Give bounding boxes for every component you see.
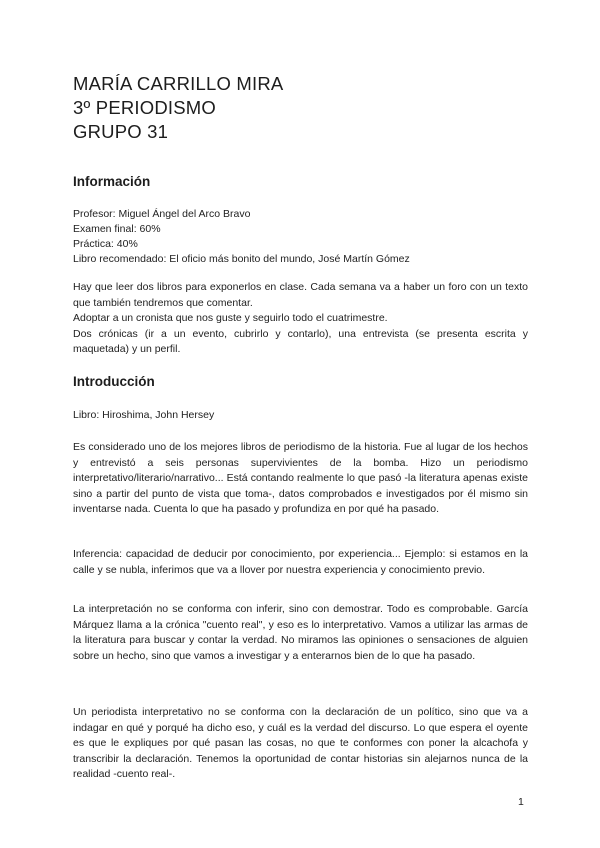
intro-paragraph-hiroshima: Es considerado uno de los mejores libros de periodismo de la historia. Fue al lugar de los hechos y entrevistó a seis personas supervivientes de la bomba. Hizo un periodismo interpretativo/literario/narrativo... Está contando realmente lo que pasó -la literatura apenas existe sino a partir del punto de vista que toma-, datos comprobados e investigados por él mismo sin inventarse nada. Cuenta lo que ha pasado y profundiza en por qué ha pasado.: [73, 441, 528, 515]
intro-book-line: Libro: Hiroshima, John Hersey: [73, 409, 215, 421]
title-block: [73, 72, 528, 144]
info-line-teacher: Profesor: Miguel Ángel del Arco Bravo: [73, 208, 251, 220]
info-paragraphs: [73, 280, 528, 358]
info-line-book: Libro recomendado: El oficio más bonito del mundo, José Martín Gómez: [73, 253, 410, 265]
author-name: MARÍA CARRILLO MIRA: [73, 73, 284, 94]
page-number: 1: [518, 796, 524, 808]
info-paragraph-cronicas: Dos crónicas (ir a un evento, cubrirlo y contarlo), una entrevista (se presenta escrita y maquetada) y un perfil.: [73, 327, 528, 355]
document-page: [73, 72, 528, 780]
info-line-practice: Práctica: 40%: [73, 238, 138, 250]
intro-paragraph-interpretacion: La interpretación no se conforma con inferir, sino con demostrar. Todo es comprobable. García Márquez llama a la crónica "cuento real", y eso es lo interpretativo. Vamos a utilizar las armas de la literatura para buscar y contar la verdad. No miramos las opiniones o sensaciones de alguien sobre un hecho, sino que vamos a investigar y a enterarnos bien de lo que ha pasado.: [73, 603, 528, 662]
group-line: GRUPO 31: [73, 121, 169, 142]
info-heading: Información: [73, 174, 151, 189]
info-list: [73, 207, 410, 267]
course-line: 3º PERIODISMO: [73, 97, 216, 118]
info-line-exam: Examen final: 60%: [73, 223, 161, 235]
info-paragraph-cronista: Adoptar a un cronista que nos guste y seguirlo todo el cuatrimestre.: [73, 312, 388, 324]
intro-paragraph-inferencia: Inferencia: capacidad de deducir por conocimiento, por experiencia... Ejemplo: si estamos en la calle y se nubla, inferimos que va a llover por nuestra experiencia y conocimiento previo.: [73, 548, 528, 576]
intro-paragraph-periodista: Un periodista interpretativo no se conforma con la declaración de un político, sino que va a indagar en qué y porqué ha dicho eso, y cuál es la verdad del discurso. Lo que espera el oyente es que le expliques por qué pasan las cosas, no que te conformes con poner la alcachofa y transcribir la declaración. Tenemos la oportunidad de contar historias sin alejarnos nunca de la realidad -cuento real-.: [73, 706, 528, 780]
intro-heading: Introducción: [73, 374, 155, 389]
info-paragraph-books: Hay que leer dos libros para exponerlos en clase. Cada semana va a haber un foro con un texto que también tendremos que comentar.: [73, 281, 528, 309]
